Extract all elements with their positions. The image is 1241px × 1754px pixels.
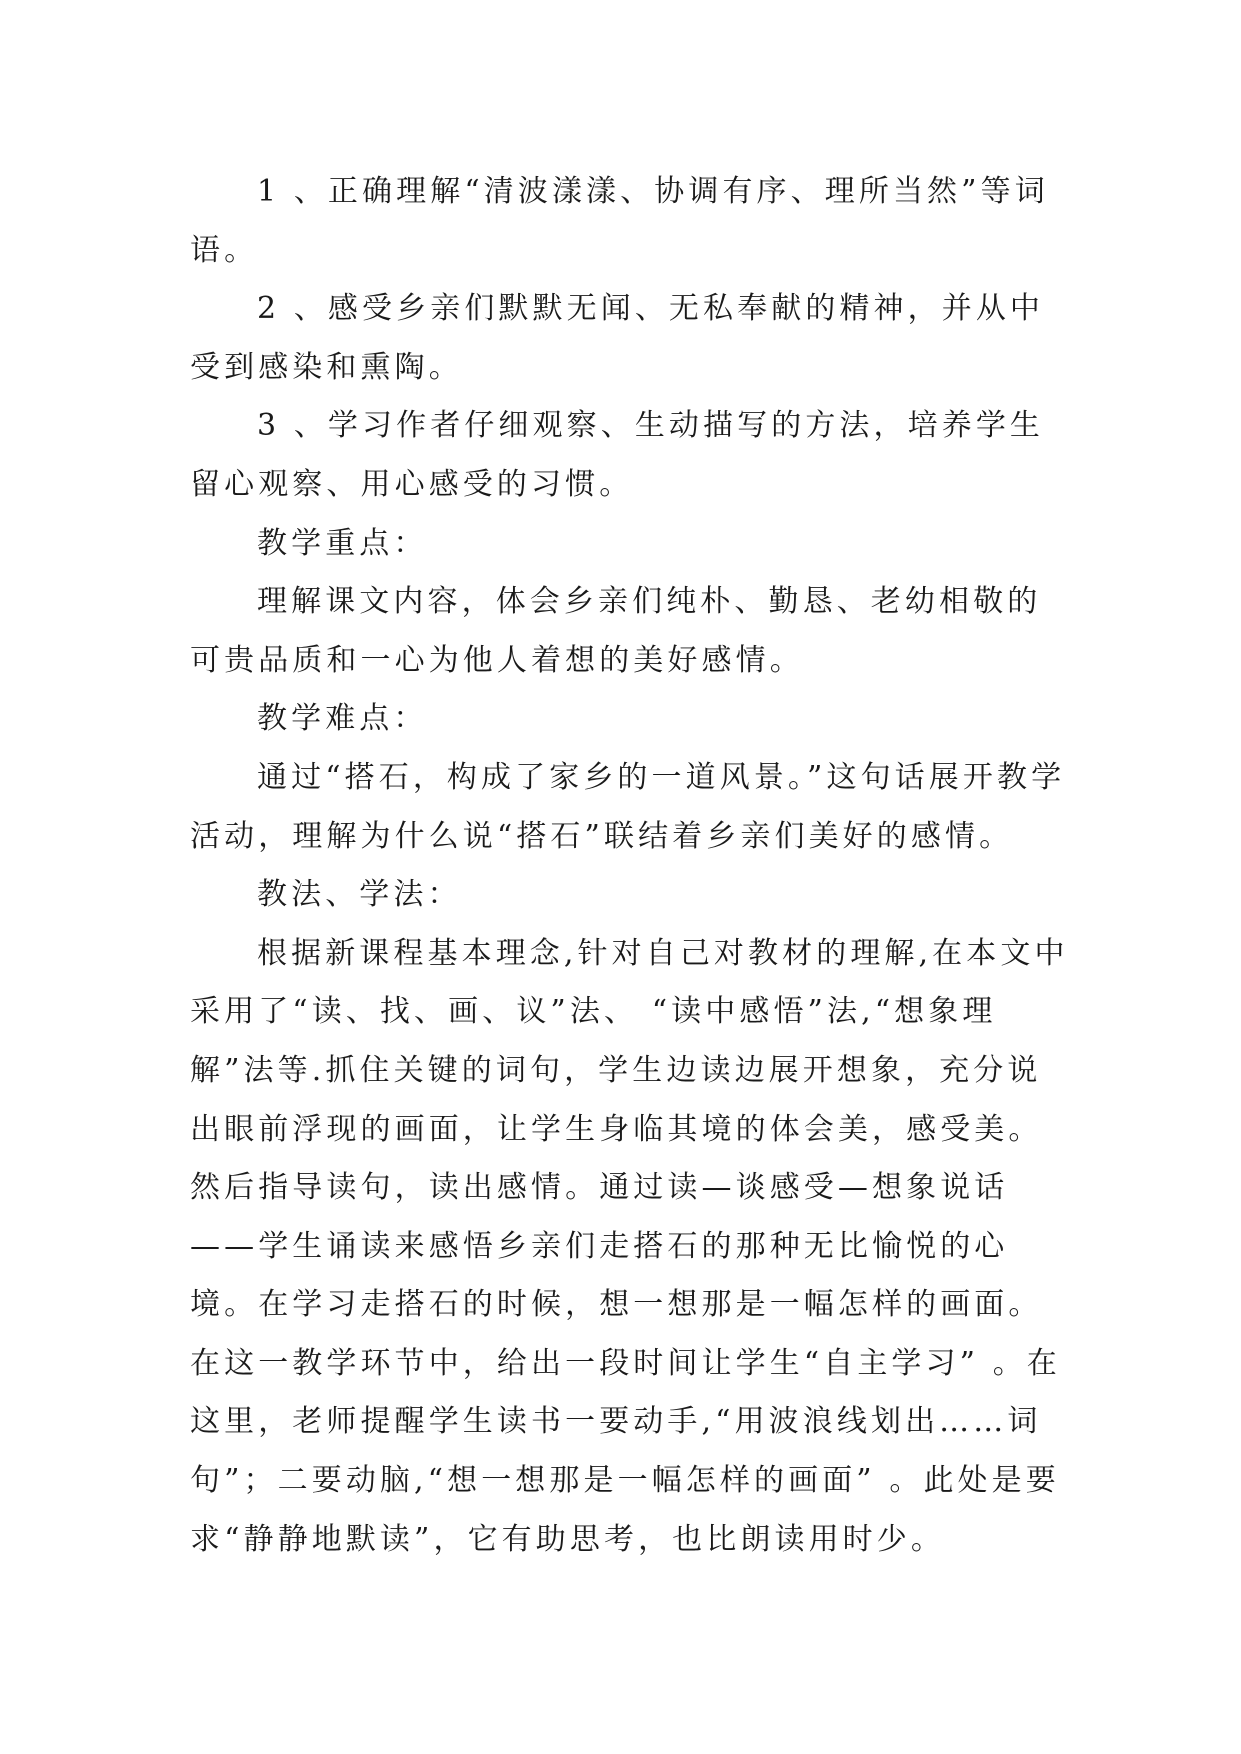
objective-3: 3 、学习作者仔细观察、生动描写的方法，培养学生留心观察、用心感受的习惯。 <box>190 408 1045 502</box>
teaching-difficulty-heading: 教学难点： <box>257 701 428 737</box>
teaching-methods-text: 根据新课程基本理念,针对自己对教材的理解,在本文中采用了“读、找、画、议”法、 “读中感悟”法,“想象理解”法等.抓住关键的词句，学生边读边展开想象，充分说出眼前浮现的画面，让学生身临其境的体会美，感受美。然后指导读句，读出感情。通过读—谈感受—想象说话——学生诵读来感悟乡亲们走搭石的那种无比愉悦的心境。在学习走搭石的时候，想一想那是一幅怎样的画面。在这一教学环节中，给出一段时间让学生“自主学习” 。在这里，老师提醒学生读书一要动手,“用波浪线划出……词句”；二要动脑,“想一想那是一幅怎样的画面” 。此处是要求“静静地默读”，它有助思考，也比朗读用时少。 <box>190 935 1069 1557</box>
teaching-methods-heading: 教法、学法： <box>257 877 462 913</box>
teaching-difficulty-text: 通过“搭石，构成了家乡的一道风景。”这句话展开教学活动，理解为什么说“搭石”联结着乡亲们美好的感情。 <box>190 759 1066 854</box>
objective-1: 1 、正确理解“清波漾漾、协调有序、理所当然”等词语。 <box>190 174 1049 268</box>
document-body <box>190 163 1070 1569</box>
teaching-focus-text: 理解课文内容，体会乡亲们纯朴、勤恳、老幼相敬的可贵品质和一心为他人着想的美好感情。 <box>190 584 1042 678</box>
objective-2: 2 、感受乡亲们默默无闻、无私奉献的精神，并从中受到感染和熏陶。 <box>190 291 1045 385</box>
teaching-focus-heading: 教学重点： <box>257 525 428 561</box>
